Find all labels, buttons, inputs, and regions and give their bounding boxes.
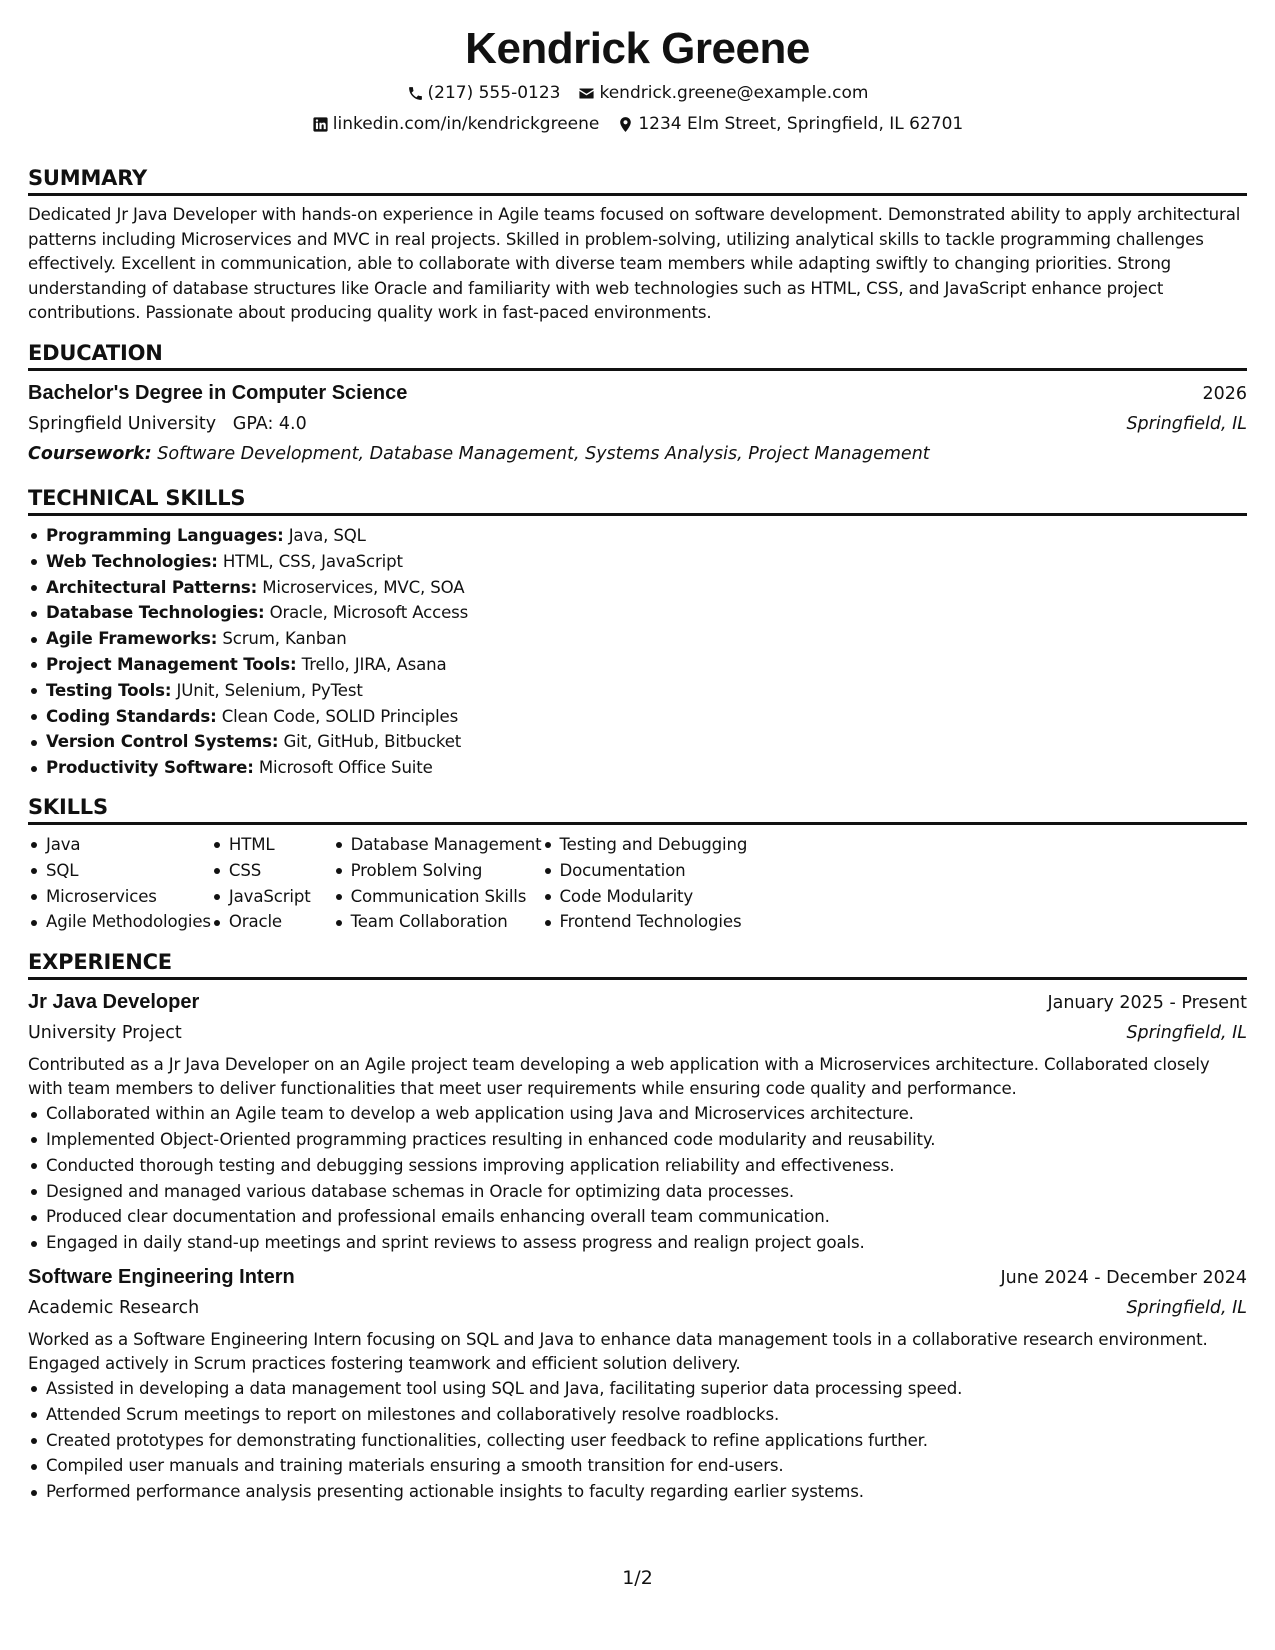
skill-category: Coding Standards: (46, 706, 217, 726)
school-info (28, 409, 307, 439)
technical-skills-list (28, 523, 1247, 781)
address-text: 1234 Elm Street, Springfield, IL 62701 (638, 114, 964, 134)
skills-column-4 (542, 832, 748, 935)
list-item: Code Modularity (560, 884, 748, 910)
job-description: Worked as a Software Engineering Intern focusing on SQL and Java to enhance data management tools in a collaborative research environment. Engaged actively in Scrum practices fostering teamwork and efficient solution delivery. (28, 1329, 1208, 1373)
linkedin-text[interactable]: linkedin.com/in/kendrickgreene (332, 114, 600, 134)
list-item: Microservices (46, 884, 211, 910)
education-row-1 (28, 378, 1247, 409)
list-item: Agile Methodologies (46, 909, 211, 935)
list-item (46, 652, 1247, 678)
list-item: Produced clear documentation and professional emails enhancing overall team communication. (46, 1204, 1247, 1230)
list-item (46, 549, 1247, 575)
address-contact (617, 113, 963, 135)
list-item (46, 626, 1247, 652)
graduation-year: 2026 (1202, 383, 1247, 404)
list-item: Java (46, 832, 211, 858)
list-item: Testing and Debugging (560, 832, 748, 858)
job-org: Academic Research (28, 1297, 200, 1318)
job-row-1 (28, 987, 1247, 1018)
skill-values: Clean Code, SOLID Principles (221, 706, 459, 726)
list-item: HTML (229, 832, 311, 858)
phone-icon (407, 85, 424, 102)
list-item (46, 704, 1247, 730)
candidate-name: Kendrick Greene (465, 24, 810, 73)
job-bullets (28, 1101, 1247, 1256)
list-item: Implemented Object-Oriented programming practices resulting in enhanced code modularity and reusability. (46, 1127, 1247, 1153)
list-item (46, 755, 1247, 781)
job-location: Springfield, IL (1126, 1023, 1247, 1044)
list-item: Oracle (229, 909, 311, 935)
coursework (28, 439, 1247, 469)
skill-category: Agile Frameworks: (46, 629, 218, 649)
skill-values: JUnit, Selenium, PyTest (176, 680, 363, 700)
list-item: Engaged in daily stand-up meetings and sprint reviews to assess progress and realign project goals. (46, 1230, 1247, 1256)
list-item (46, 729, 1247, 755)
skill-values: HTML, CSS, JavaScript (222, 551, 403, 571)
gpa: GPA: 4.0 (232, 413, 307, 434)
skill-values: Scrum, Kanban (222, 629, 347, 649)
skill-category: Project Management Tools: (46, 654, 297, 674)
list-item: Attended Scrum meetings to report on milestones and collaboratively resolve roadblocks. (46, 1402, 1247, 1428)
page-number: 1/2 (622, 1567, 653, 1589)
contact-line-2 (28, 113, 1247, 135)
list-item: Frontend Technologies (560, 909, 748, 935)
linkedin-icon (312, 116, 329, 133)
contact-line-1 (28, 82, 1247, 104)
job-org: University Project (28, 1023, 182, 1044)
school-name: Springfield University (28, 413, 217, 434)
job-dates: January 2025 - Present (1047, 993, 1247, 1014)
linkedin-contact[interactable] (312, 113, 600, 135)
job-row-1 (28, 1262, 1247, 1293)
skill-category: Testing Tools: (46, 680, 172, 700)
job-bullets (28, 1376, 1247, 1505)
job-row-2 (28, 1018, 1247, 1048)
skills-column-2 (211, 832, 311, 935)
technical-skills-heading: TECHNICAL SKILLS (28, 485, 1247, 516)
job-entry-1 (28, 987, 1247, 1256)
list-item: Documentation (560, 858, 748, 884)
envelope-icon (578, 85, 595, 102)
email-text[interactable]: kendrick.greene@example.com (599, 83, 869, 103)
skill-category: Architectural Patterns: (46, 577, 258, 597)
skill-category: Database Technologies: (46, 603, 265, 623)
job-location: Springfield, IL (1126, 1297, 1247, 1318)
skill-category: Programming Languages: (46, 525, 284, 545)
skill-values: Oracle, Microsoft Access (269, 603, 469, 623)
skills-column-1 (28, 832, 211, 935)
job-entry-2 (28, 1262, 1247, 1505)
list-item (46, 678, 1247, 704)
experience-section (28, 949, 1247, 1505)
coursework-label: Coursework: (28, 443, 152, 464)
list-item (46, 575, 1247, 601)
education-section (28, 340, 1247, 469)
skill-values: Trello, JIRA, Asana (301, 654, 447, 674)
technical-skills-section (28, 485, 1247, 781)
list-item (46, 523, 1247, 549)
list-item: Team Collaboration (351, 909, 542, 935)
job-description: Contributed as a Jr Java Developer on an Agile project team developing a web application with a Microservices architecture. Collaborated closely with team members to deliver functionalities that meet user requirements while ensuring code quality and performance. (28, 1055, 1210, 1099)
school-location: Springfield, IL (1126, 413, 1247, 434)
job-dates: June 2024 - December 2024 (1000, 1267, 1247, 1288)
map-pin-icon (617, 116, 634, 133)
education-row-2 (28, 409, 1247, 439)
list-item: Assisted in developing a data management tool using SQL and Java, facilitating superior data processing speed. (46, 1376, 1247, 1402)
experience-heading: EXPERIENCE (28, 949, 1247, 980)
summary-heading: SUMMARY (28, 165, 1247, 196)
skill-values: Microsoft Office Suite (258, 758, 433, 778)
skills-section (28, 794, 1247, 935)
skills-heading: SKILLS (28, 794, 1247, 825)
email-contact[interactable] (578, 82, 868, 104)
list-item: Database Management (351, 832, 542, 858)
list-item: JavaScript (229, 884, 311, 910)
skill-values: Microservices, MVC, SOA (262, 577, 465, 597)
skills-grid (28, 832, 1247, 935)
list-item: Collaborated within an Agile team to develop a web application using Java and Microservices architecture. (46, 1101, 1247, 1127)
summary-text: Dedicated Jr Java Developer with hands-on experience in Agile teams focused on software development. Demonstrated ability to apply architectural patterns including Microservices and MVC in real projects. Skilled in problem-solving, utilizing analytical skills to tackle programming challenges effectively. Excellent in communication, able to collaborate with diverse team members while adapting swiftly to changing priorities. Strong understanding of database structures like Oracle and familiarity with web technologies such as HTML, CSS, and JavaScript enhance project contributions. Passionate about producing quality work in fast-paced environments. (28, 205, 1241, 323)
skill-category: Web Technologies: (46, 551, 218, 571)
list-item: Conducted thorough testing and debugging sessions improving application reliability and effectiveness. (46, 1153, 1247, 1179)
phone-text: (217) 555-0123 (427, 83, 561, 103)
skill-category: Version Control Systems: (46, 732, 279, 752)
skill-values: Git, GitHub, Bitbucket (283, 732, 462, 752)
phone-contact (407, 82, 561, 104)
skill-values: Java, SQL (288, 525, 366, 545)
skill-category: Productivity Software: (46, 758, 254, 778)
job-title: Software Engineering Intern (28, 1265, 295, 1288)
list-item (46, 600, 1247, 626)
job-title: Jr Java Developer (28, 991, 200, 1014)
list-item: SQL (46, 858, 211, 884)
job-row-2 (28, 1293, 1247, 1323)
list-item: CSS (229, 858, 311, 884)
summary-section (28, 165, 1247, 326)
list-item: Designed and managed various database schemas in Oracle for optimizing data processes. (46, 1179, 1247, 1205)
list-item: Performed performance analysis presenting actionable insights to faculty regarding earlier systems. (46, 1479, 1247, 1505)
education-heading: EDUCATION (28, 340, 1247, 371)
coursework-list: Software Development, Database Management, Systems Analysis, Project Management (157, 443, 930, 464)
skills-column-3 (333, 832, 542, 935)
list-item: Communication Skills (351, 884, 542, 910)
list-item: Problem Solving (351, 858, 542, 884)
degree: Bachelor's Degree in Computer Science (28, 381, 408, 404)
list-item: Compiled user manuals and training materials ensuring a smooth transition for end-users. (46, 1453, 1247, 1479)
list-item: Created prototypes for demonstrating functionalities, collecting user feedback to refine applications further. (46, 1428, 1247, 1454)
